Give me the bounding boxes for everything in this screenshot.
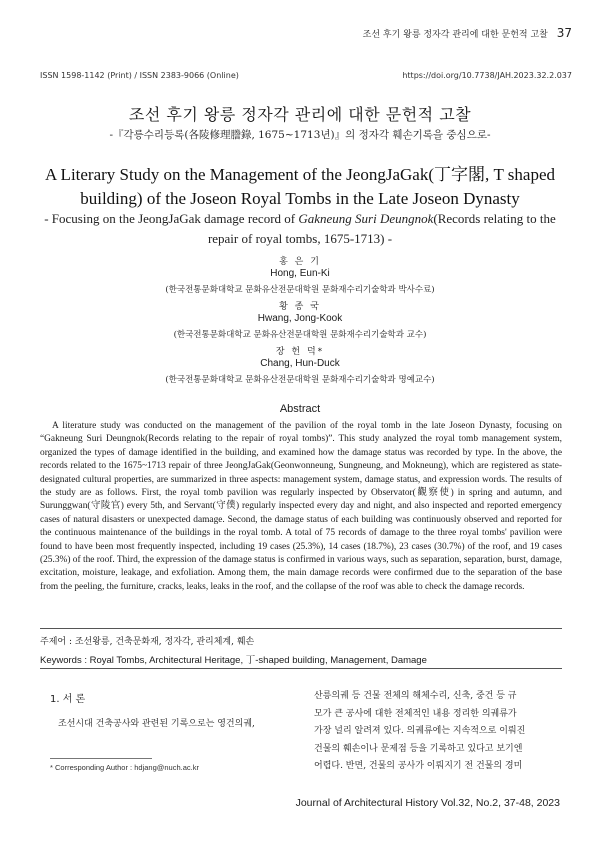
body-line: 건물의 훼손이나 문제점 등을 기록하고 있다고 보기엔 [314, 743, 523, 754]
author-block [0, 344, 600, 389]
keywords-english: Keywords : Royal Tombs, Architectural Heritage, 丁-shaped building, Management, Damage [40, 655, 427, 666]
publication-meta [40, 71, 572, 80]
page-number: 37 [556, 26, 572, 40]
english-title-line-1: A Literary Study on the Management of the JeongJaGak(丁字閣, T shaped [44, 165, 556, 184]
journal-citation: Journal of Architectural History Vol.32, No.2, 37-48, 2023 [295, 797, 560, 809]
keywords-divider-bottom [40, 668, 562, 669]
body-line: 어렵다. 반면, 건물의 공사가 이뤄지기 전 건물의 경미 [314, 761, 523, 771]
body-line: 산릉의궤 등 건물 전체의 해체수리, 신축, 중건 등 규 [314, 691, 517, 701]
author-name-english: Hwang, Jong-Kook [257, 313, 343, 324]
english-subtitle-prefix: - Focusing on the JeongJaGak damage record of [44, 211, 299, 226]
author-name-english: Chang, Hun-Duck [260, 358, 340, 369]
author-name-korean: 장 헌 덕* [275, 347, 325, 357]
author-name-korean: 홍 은 기 [279, 257, 321, 267]
author-affiliation: (한국전통문화대학교 문화유산전문대학원 문화재수리기술학과 명예교수) [165, 375, 435, 385]
abstract-text: A literature study was conducted on the management of the pavilion of the royal tomb in the late Joseon Dynasty, focusing on “Gakneung Suri Deungnok(Records relating to the repair of royal tombs)”. This study analyzed the royal tomb management system, organized the types of damage identified in the building, and examined how the damage status was recorded by type. In the above, the records related to the 1675~1713 repair of three JeongJaGak(Geonwonneung, Sungneung, and Mokneung), which are registered as state-designated cultural properties, are summarized in three aspects: management system, damage status, and expression words. The results of the study are as follows. First, the royal tomb pavilion was regularly inspected by Observator(觀察使) in spring and autumn, and Surunggwan(守陵官) every 5th, and Servant(守僕) regularly inspected every day and night, and also inspected and reported emergency cases of natural disasters or unexpected damage. Second, the damage status of each building was continuously observed and reported for the continuous maintenance of the buildings in the royal tomb. A total of 75 records of damage to the three royal tombs' pavilion were found to have been most frequently inspected, including 19 cases (25.3%), 14 cases (18.7%), 23 cases (30.7%) of the roof, and 19 cases (25.3%) of the roof. Third, the expression of the damage status is confirmed in various ways, such as separation, separation, burst, damage, excitation, moisture, leakage, and exfoliation. Among them, the main damage records were confirmed due to the separation of the base from the peeling, the furniture, cracks, leaks, leaks in the roof, and the collapse of the roof was able to check the damage records. [40, 421, 562, 592]
section-heading-introduction: 1. 서 론 [50, 694, 86, 705]
korean-title: 조선 후기 왕릉 정자각 관리에 대한 문헌적 고찰 [128, 105, 472, 124]
english-subtitle-source: Gakneung Suri Deungnok [298, 211, 434, 226]
author-name-korean: 황 종 국 [279, 302, 321, 312]
body-paragraph-left: 조선시대 건축공사와 관련된 기록으로는 영건의궤, [58, 719, 255, 729]
doi-link[interactable]: https://doi.org/10.7738/JAH.2023.32.2.037 [402, 71, 572, 80]
body-column-right [314, 688, 562, 776]
author-affiliation: (한국전통문화대학교 문화유산전문대학원 문화재수리기술학과 박사수료) [165, 285, 435, 295]
abstract-heading: Abstract [279, 403, 321, 415]
corresponding-author-footnote: * Corresponding Author : hdjang@nuch.ac.kr [50, 763, 199, 772]
keywords-korean: 주제어 : 조선왕릉, 건축문화재, 정자각, 관리체계, 훼손 [40, 637, 255, 647]
author-name-english: Hong, Eun-Ki [270, 268, 330, 279]
body-line: 모가 큰 공사에 대한 전체적인 내용 정리한 의궤류가 [314, 708, 517, 719]
author-list [0, 254, 600, 389]
english-subtitle-suffix: (Records relating to the repair of royal tombs, 1675-1713) - [207, 211, 556, 246]
keywords-divider-top [40, 628, 562, 629]
running-title: 조선 후기 왕릉 정자각 관리에 대한 문헌적 고찰 [362, 30, 548, 40]
author-affiliation: (한국전통문화대학교 문화유산전문대학원 문화재수리기술학과 교수) [173, 330, 427, 340]
author-block [0, 254, 600, 299]
korean-subtitle: -『각릉수리등록(各陵修理謄錄, 1675∼1713년)』의 정자각 훼손기록을 중심으로- [109, 129, 491, 141]
author-block [0, 299, 600, 344]
footnote-divider [50, 758, 152, 759]
english-title-line-2: building) of the Joseon Royal Tombs in the Late Joseon Dynasty [80, 189, 520, 208]
english-subtitle [40, 209, 560, 249]
english-title [40, 163, 560, 211]
running-header [363, 26, 572, 40]
issn: ISSN 1598-1142 (Print) / ISSN 2383-9066 (Online) [40, 71, 239, 80]
body-line: 가장 널리 알려져 있다. 의궤류에는 지속적으로 이뤄진 [314, 726, 526, 736]
